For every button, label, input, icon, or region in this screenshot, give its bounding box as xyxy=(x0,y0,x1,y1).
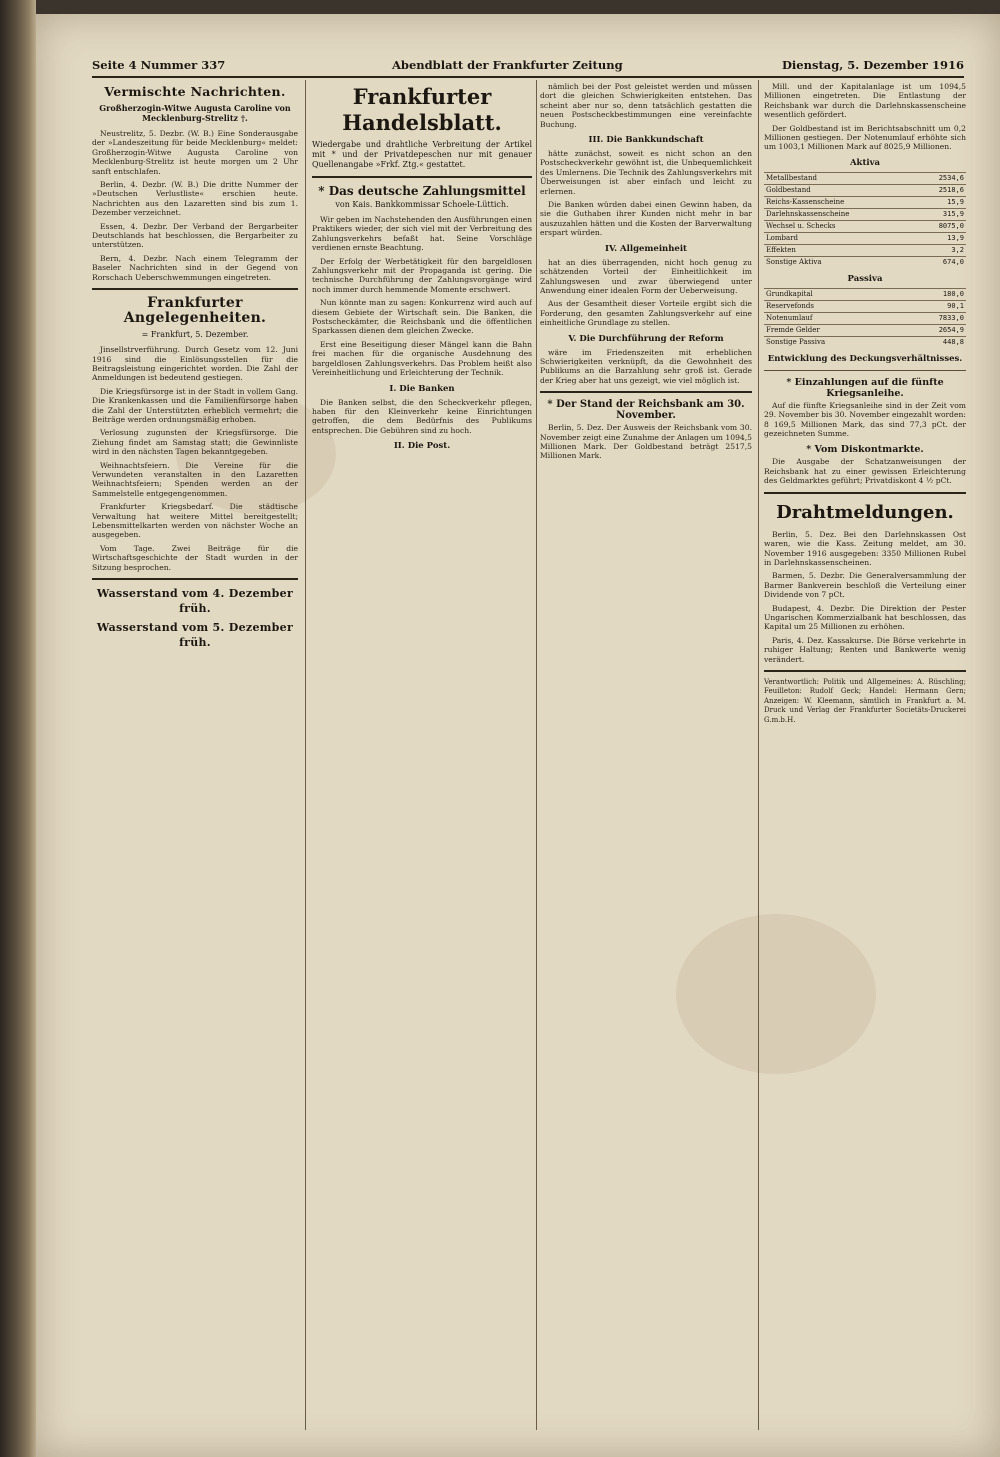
paragraph: Neustrelitz, 5. Dezbr. (W. B.) Eine Sonderausgabe der »Landeszeitung für beide Mecklenburg« meldet: Großherzogin-Witwe Augusta Caroline von Mecklenburg-Strelitz ist heute morgen um 2 Uhr sanft entschlafen. xyxy=(92,129,298,176)
paragraph: Bern, 4. Dezbr. Nach einem Telegramm der Baseler Nachrichten sind in der Gegend von Rorschach Ueberschwemmungen eingetreten. xyxy=(92,253,298,282)
column-divider xyxy=(758,80,759,1430)
section-heading: Drahtmeldungen. xyxy=(776,501,954,523)
page-header xyxy=(92,56,964,76)
section-rule xyxy=(764,492,966,494)
article-title: * Das deutsche Zahlungsmittel xyxy=(318,184,526,198)
table-row xyxy=(764,208,966,220)
article-byline: von Kais. Bankkommissar Schoele-Lüttich. xyxy=(335,200,509,209)
subsection-heading: I. Die Banken xyxy=(389,383,455,394)
header-rule xyxy=(92,76,964,78)
table-row xyxy=(764,196,966,208)
table-label-cell: Reservefonds xyxy=(764,300,902,312)
reprint-notice: Wiedergabe und drahtliche Verbreitung der Artikel mit * und der Privatdepeschen nur mit genauer Quellenangabe »Frkf. Ztg.« gestattet. xyxy=(312,140,532,169)
subsection-heading: IV. Allgemeinheit xyxy=(605,243,687,254)
table-label-cell: Sonstige Aktiva xyxy=(764,256,915,268)
section-rule xyxy=(92,288,298,290)
table-label-cell: Effekten xyxy=(764,244,915,256)
paragraph: wäre im Friedenszeiten mit erheblichen Schwierigkeiten verknüpft, da die Gewohnheit des Publikums an die Barzahlung sehr groß ist. Gerade der Krieg aber hat uns gezeigt, wie viel möglich ist. xyxy=(540,347,752,385)
article-subheading: Großherzogin-Witwe Augusta Caroline von Mecklenburg-Strelitz †. xyxy=(99,103,291,123)
imprint: Verantwortlich: Politik und Allgemeines: A. Rüschling; Feuilleton: Rudolf Geck; Handel: Hermann Gern; Anzeigen: W. Kleemann, sämtlich in Frankfurt a. M. Druck und Verlag der Frankfurter Societäts-Druckerei G.m.b.H. xyxy=(764,677,966,724)
column-divider xyxy=(305,80,306,1430)
table-row xyxy=(764,324,966,336)
reichsbank-passiva-table xyxy=(764,288,966,348)
table-value-cell: 7833,0 xyxy=(902,312,966,324)
table-label-cell: Notenumlauf xyxy=(764,312,902,324)
column-1 xyxy=(92,82,298,1427)
subsection-heading: II. Die Post. xyxy=(393,441,451,452)
table-label-cell: Metallbestand xyxy=(764,172,915,184)
table-label-cell: Wechsel u. Schecks xyxy=(764,220,915,232)
table-row xyxy=(764,300,966,312)
water-level-heading: Wasserstand vom 4. Dezember früh. xyxy=(96,587,294,616)
paragraph: Erst eine Beseitigung dieser Mängel kann die Bahn frei machen für die organische Ausdehnung des bargeldlosen Zahlungsverkehrs. Das Problem heißt also Vereinheitlichung und Erleichterung der Technik. xyxy=(312,339,532,378)
table-label-cell: Goldbestand xyxy=(764,184,915,196)
section-rule xyxy=(540,391,752,393)
paragraph: Berlin, 5. Dez. Der Ausweis der Reichsbank vom 30. November zeigt eine Zunahme der Anlagen um 1094,5 Millionen Mark. Der Goldbestand beträgt 2517,5 Millionen Mark. xyxy=(540,423,752,461)
book-spine xyxy=(0,0,36,1457)
table-row xyxy=(764,288,966,300)
water-level-heading: Wasserstand vom 5. Dezember früh. xyxy=(96,621,294,650)
table-caption: Aktiva xyxy=(849,157,881,168)
masthead: Abendblatt der Frankfurter Zeitung xyxy=(392,58,623,72)
table-value-cell: 448,8 xyxy=(902,336,966,348)
paragraph: Frankfurter Kriegsbedarf. Die städtische Verwaltung hat weitere Mittel bereitgestellt; Lebensmittelkarten werden von nächster Woche an ausgegeben. xyxy=(92,502,298,540)
table-value-cell: 674,0 xyxy=(915,256,966,268)
section-rule xyxy=(92,578,298,580)
paragraph: Berlin, 4. Dezbr. (W. B.) Die dritte Nummer der »Deutschen Verlustliste« erschien heute. Nachrichten aus den Lazaretten sind bis zum 1. Dezember verzeichnet. xyxy=(92,180,298,218)
table-row xyxy=(764,256,966,268)
paragraph: Budapest, 4. Dezbr. Die Direktion der Pester Ungarischen Kommerzialbank hat beschlossen, das Kapital um 25 Millionen zu erhöhen. xyxy=(764,603,966,632)
paragraph: Vom Tage. Zwei Beiträge für die Wirtschaftsgeschichte der Stadt wurden in der Sitzung besprochen. xyxy=(92,543,298,572)
paragraph: Paris, 4. Dez. Kassakurse. Die Börse verkehrte in ruhiger Haltung; Renten und Bankwerte wenig verändert. xyxy=(764,635,966,664)
paragraph: hätte zunächst, soweit es nicht schon an den Postscheckverkehr gewöhnt ist, die Unbequemlichkeit des Umlernens. Die Technik des Zahlungsverkehrs mit Überweisungen ist aber einfach und leicht zu erlernen. xyxy=(540,149,752,196)
paragraph: Auf die fünfte Kriegsanleihe sind in der Zeit vom 29. November bis 30. November eingezahlt worden: 8 169,5 Millionen Mark, das sind 77,3 pCt. der gezeichneten Summe. xyxy=(764,400,966,439)
section-heading: Frankfurter Angelegenheiten. xyxy=(123,295,267,327)
paragraph: nämlich bei der Post geleistet werden und müssen dort die gleichen Schwierigkeiten entstehen. Das scheint aber nur so, denn tatsächlich gestatten die neuen Postscheckbestimmungen eine vereinfachte Buchung. xyxy=(540,82,752,129)
table-label-cell: Reichs-Kassenscheine xyxy=(764,196,915,208)
subsection-heading: III. Die Bankkundschaft xyxy=(588,135,704,146)
subsection-heading: Entwicklung des Deckungsverhältnisses. xyxy=(767,353,963,364)
paragraph: hat an dies überragenden, nicht hoch genug zu schätzenden Vorteil der Einheitlichkeit im Zahlungswesen und zwar überwiegend unter Anwendung einer idealen Form der Ueberweisung. xyxy=(540,257,752,295)
table-row xyxy=(764,172,966,184)
table-value-cell: 2534,6 xyxy=(915,172,966,184)
paragraph: Die Kriegsfürsorge ist in der Stadt in vollem Gang. Die Krankenkassen und die Familienfürsorge haben die Zahl der Unterstützten erheblich vermehrt; die Beiträge werden ordnungsmäßig erhoben. xyxy=(92,386,298,424)
table-row xyxy=(764,184,966,196)
table-value-cell: 13,9 xyxy=(915,232,966,244)
table-row xyxy=(764,220,966,232)
column-2 xyxy=(312,82,532,1427)
table-value-cell: 315,9 xyxy=(915,208,966,220)
table-label-cell: Darlehnskassenscheine xyxy=(764,208,915,220)
table-row xyxy=(764,336,966,348)
table-value-cell: 2518,6 xyxy=(915,184,966,196)
table-row xyxy=(764,244,966,256)
article-title: * Vom Diskontmarkte. xyxy=(806,444,924,456)
table-value-cell: 3,2 xyxy=(915,244,966,256)
section-rule xyxy=(764,370,966,371)
page-date: Dienstag, 5. Dezember 1916 xyxy=(781,58,964,72)
paragraph: Die Banken selbst, die den Scheckverkehr pflegen, haben für den Kleinverkehr keine Einrichtungen getroffen, die dem Bedürfnis des Publikums entsprechen. Die Gebühren sind zu hoch. xyxy=(312,397,532,435)
reichsbank-aktiva-table xyxy=(764,172,966,268)
article-title: * Einzahlungen auf die fünfte Kriegsanleihe. xyxy=(786,376,944,399)
table-label-cell: Fremde Gelder xyxy=(764,324,902,336)
dateline: = Frankfurt, 5. Dezember. xyxy=(141,330,249,340)
paragraph: Aus der Gesamtheit dieser Vorteile ergibt sich die Forderung, den gesamten Zahlungsverkehr auf eine einheitliche Grundlage zu stellen. xyxy=(540,299,752,328)
table-value-cell: 180,0 xyxy=(902,288,966,300)
table-value-cell: 2654,9 xyxy=(902,324,966,336)
section-rule xyxy=(764,670,966,672)
page-number: Seite 4 Nummer 337 xyxy=(92,58,226,72)
table-value-cell: 8075,0 xyxy=(915,220,966,232)
table-label-cell: Sonstige Passiva xyxy=(764,336,902,348)
column-3 xyxy=(540,82,752,1427)
subsection-heading: V. Die Durchführung der Reform xyxy=(568,333,724,344)
paragraph: Berlin, 5. Dez. Bei den Darlehnskassen Ost waren, wie die Kass. Zeitung meldet, am 30. November 1916 ausgegeben: 3350 Millionen Rubel in Darlehnskassenscheinen. xyxy=(764,529,966,567)
paragraph: Weihnachtsfeiern. Die Vereine für die Verwundeten veranstalten in den Lazaretten Weihnachtsfeiern; Spenden werden an der Sammelstelle entgegengenommen. xyxy=(92,460,298,498)
table-label-cell: Grundkapital xyxy=(764,288,902,300)
paragraph: Verlosung zugunsten der Kriegsfürsorge. Die Ziehung findet am Samstag statt; die Gewinnliste wird in den nächsten Tagen bekanntgegeben. xyxy=(92,428,298,457)
section-rule xyxy=(312,176,532,178)
column-4 xyxy=(764,82,966,1427)
paragraph: Der Erfolg der Werbetätigkeit für den bargeldlosen Zahlungsverkehr mit der Propaganda ist gering. Die technische Durchführung der Zahlungsvorgänge wird noch immer durch hemmende Momente erschwert. xyxy=(312,256,532,294)
table-value-cell: 90,1 xyxy=(902,300,966,312)
section-heading: Vermischte Nachrichten. xyxy=(104,84,286,99)
paragraph: Der Goldbestand ist im Berichtsabschnitt um 0,2 Millionen gestiegen. Der Notenumlauf erhöhte sich um 1003,1 Millionen Mark auf 8025,9 Millionen. xyxy=(764,123,966,152)
table-value-cell: 15,9 xyxy=(915,196,966,208)
section-heading: Frankfurter Handelsblatt. xyxy=(342,84,502,135)
paragraph: Nun könnte man zu sagen: Konkurrenz wird auch auf diesem Gebiete der Wirtschaft sein. Die Banken, die Postscheckämter, die Reichsbank und die öffentlichen Sparkassen dienen dem gleichen Zwecke. xyxy=(312,298,532,336)
table-label-cell: Lombard xyxy=(764,232,915,244)
paragraph: Jinsellstrverführung. Durch Gesetz vom 12. Juni 1916 sind die Einlösungsstellen für die Beitragsleistung eingerichtet worden. Die Zahl der Anmeldungen ist bedeutend gestiegen. xyxy=(92,345,298,383)
article-title: * Der Stand der Reichsbank am 30. November. xyxy=(547,399,745,422)
paragraph: Die Banken würden dabei einen Gewinn haben, da sie die Guthaben ihrer Kunden nicht mehr in bar auszuzahlen hätten und die Kosten der Barverwaltung erspart würden. xyxy=(540,200,752,238)
table-caption: Passiva xyxy=(847,273,883,284)
table-row xyxy=(764,232,966,244)
paragraph: Wir geben im Nachstehenden den Ausführungen einen Praktikers wieder, der sich viel mit der Verbreitung des Zahlungsverkehrs befaßt hat. Seine Vorschläge verdienen ernste Beachtung. xyxy=(312,215,532,253)
paragraph: Mill. und der Kapitalanlage ist um 1094,5 Millionen eingetreten. Die Entlastung der Reichsbank war durch die Darlehnskassenscheine wesentlich gefördert. xyxy=(764,82,966,120)
column-divider xyxy=(536,80,537,1430)
table-row xyxy=(764,312,966,324)
paragraph: Barmen, 5. Dezbr. Die Generalversammlung der Barmer Bankverein beschloß die Verteilung einer Dividende von 7 pCt. xyxy=(764,571,966,600)
paragraph: Die Ausgabe der Schatzanweisungen der Reichsbank hat zu einer gewissen Erleichterung des Geldmarktes geführt; Privatdiskont 4 ½ pCt. xyxy=(764,457,966,486)
paragraph: Essen, 4. Dezbr. Der Verband der Bergarbeiter Deutschlands hat beschlossen, die Bergarbeiter zu unterstützen. xyxy=(92,221,298,250)
